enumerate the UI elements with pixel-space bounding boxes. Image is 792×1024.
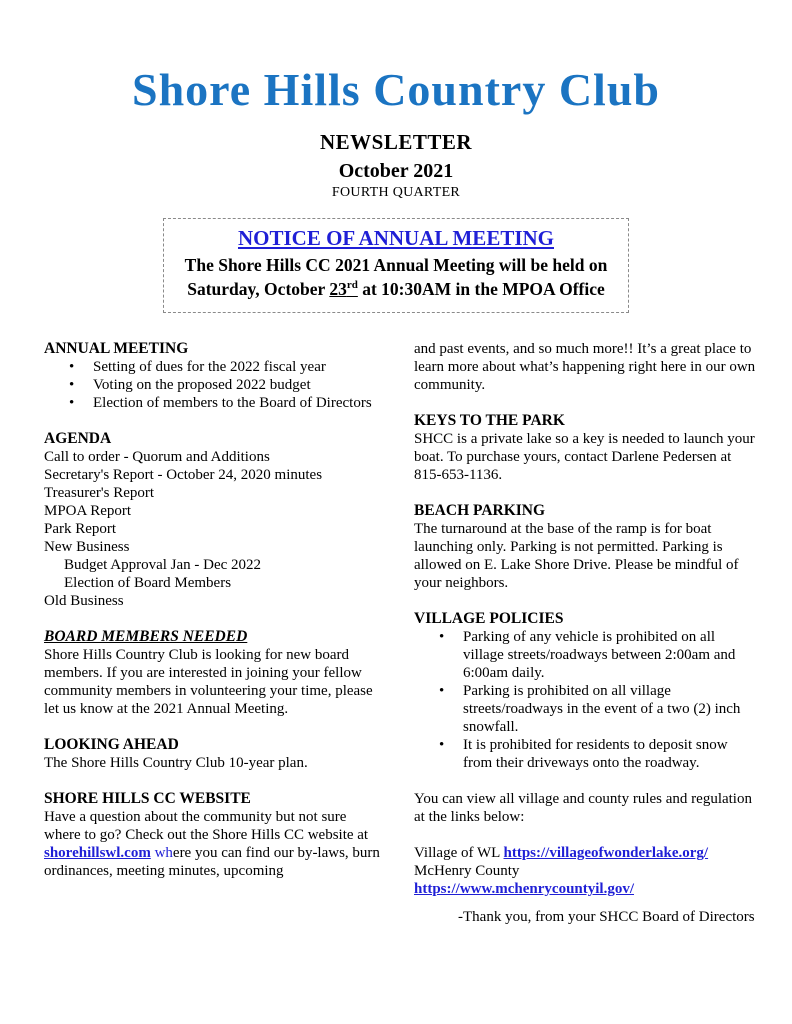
quarter-label: FOURTH QUARTER [331,185,461,201]
section-board-members [44,628,386,718]
newsletter-label: NEWSLETTER [319,130,473,155]
section-looking-ahead [44,736,386,772]
list-item: • Parking is prohibited on all village streets/roadways in the event of a two (2) inch snowfall. [463,682,756,736]
section-website-continuation [414,340,756,394]
board-members-body: Shore Hills Country Club is looking for new board members. If you are interested in joining your fellow community members in volunteering your time, please let us know at the 2021 Annual Meeting. [44,647,373,718]
keys-heading: KEYS TO THE PARK [414,412,565,430]
looking-ahead-heading: LOOKING AHEAD [44,736,179,754]
agenda-item: MPOA Report [44,503,132,520]
agenda-item: Secretary's Report - October 24, 2020 minutes [44,467,323,484]
annual-meeting-notice-box [163,218,629,313]
website-continuation-text: and past events, and so much more!! It’s a great place to learn more about what’s happening right here in our own community. [414,341,756,394]
list-item: • Parking of any vehicle is prohibited on all village streets/roadways between 2:00am and 6:00am daily. [463,628,756,682]
beach-parking-body: The turnaround at the base of the ramp is for boat launching only. Parking is not permitted. Parking is allowed on E. Lake Shore Drive. Please be mindful of your neighbors. [414,521,739,592]
section-agenda [44,430,386,610]
left-column [44,340,386,926]
website-body-blue-fragment: wh [150,845,173,862]
agenda-item: New Business [44,539,130,556]
shorehillswl-link[interactable]: shorehillswl.com [44,845,151,862]
annual-meeting-bullet-list [44,358,386,412]
website-heading: SHORE HILLS CC WEBSITE [44,790,251,808]
notice-line2-pre: Saturday, October [187,279,330,300]
village-policies-bullet-list [414,628,756,772]
section-external-links [414,844,756,898]
agenda-item: Call to order - Quorum and Additions [44,449,270,466]
agenda-item: Treasurer's Report [44,485,155,502]
beach-parking-heading: BEACH PARKING [414,502,546,520]
annual-meeting-heading: ANNUAL MEETING [44,340,189,358]
section-village-policies [414,610,756,772]
notice-date-day: 23rd [329,279,358,300]
agenda-item: Park Report [44,521,117,538]
village-of-wonder-lake-link[interactable]: https://villageofwonderlake.org/ [503,845,709,862]
village-link-line [414,844,756,862]
notice-body [172,253,620,301]
section-links-intro [414,790,756,826]
looking-ahead-body: The Shore Hills Country Club 10-year plan. [44,755,308,772]
county-link-label: McHenry County [414,863,520,880]
section-annual-meeting [44,340,386,412]
notice-heading: NOTICE OF ANNUAL MEETING [237,226,554,251]
newsletter-header [0,0,792,201]
website-body-pre: Have a question about the community but not sure where to go? Check out the Shore Hills CC website at [44,809,369,844]
keys-body: SHCC is a private lake so a key is needed to launch your boat. To purchase yours, contact Darlene Pedersen at 815-653-1136. [414,431,755,484]
website-body-post: ere you can find our by-laws, burn ordinances, meeting minutes, upcoming [44,845,380,880]
page-title: Shore Hills Country Club [132,64,660,115]
two-column-body [0,313,792,926]
agenda-item: Old Business [44,593,124,610]
village-link-label: Village of WL [414,845,504,862]
list-item: • It is prohibited for residents to deposit snow from their driveways onto the roadway. [463,736,756,772]
signoff-text: -Thank you, from your SHCC Board of Directors [458,909,755,926]
notice-line2-post: at 10:30AM in the MPOA Office [357,279,605,300]
links-intro-text: You can view all village and county rules and regulation at the links below: [414,791,752,826]
list-item: • Election of members to the Board of Directors [93,394,386,412]
agenda-heading: AGENDA [44,430,112,448]
website-body [44,808,386,880]
issue-date: October 2021 [338,160,454,183]
notice-date-ordinal: rd [346,279,358,292]
village-policies-heading: VILLAGE POLICIES [414,610,564,628]
list-item: • Setting of dues for the 2022 fiscal year [93,358,386,376]
mchenry-county-link[interactable]: https://www.mchenrycountyil.gov/ [414,881,635,898]
section-keys-to-the-park [414,412,756,484]
list-item: • Voting on the proposed 2022 budget [93,376,386,394]
agenda-subitem: Election of Board Members [64,575,232,592]
agenda-subitem: Budget Approval Jan - Dec 2022 [64,557,262,574]
notice-line1: The Shore Hills CC 2021 Annual Meeting will be held on [184,255,608,276]
section-beach-parking [414,502,756,592]
board-members-heading: BOARD MEMBERS NEEDED [44,628,248,646]
section-website [44,790,386,880]
right-column [414,340,756,926]
